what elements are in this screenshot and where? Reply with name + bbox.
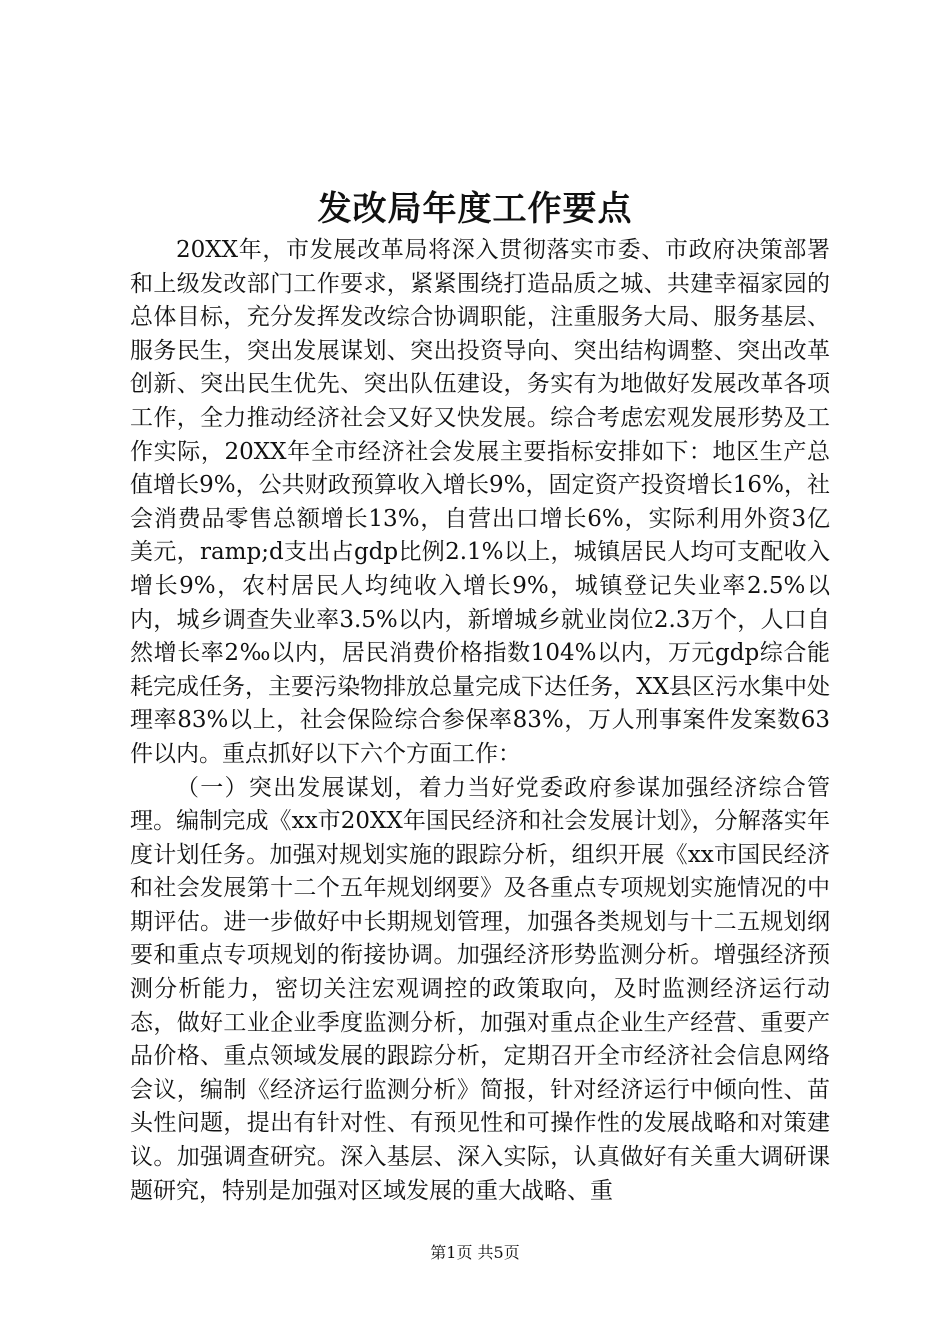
document-body [130, 234, 830, 1208]
document-title: 发改局年度工作要点 [317, 189, 633, 229]
paragraph-section-1: （一）突出发展谋划，着力当好党委政府参谋加强经济综合管理。编制完成《xx市20XX年国民经济和社会发展计划》，分解落实年度计划任务。加强对规划实施的跟踪分析，组织开展《xx市国民经济和社会发展第十二个五年规划纲要》及各重点专项规划实施情况的中期评估。进一步做好中长期规划管理，加强各类规划与十二五规划纲要和重点专项规划的衔接协调。加强经济形势监测分析。增强经济预测分析能力，密切关注宏观调控的政策取向，及时监测经济运行动态，做好工业企业季度监测分析，加强对重点企业生产经营、重要产品价格、重点领域发展的跟踪分析，定期召开全市经济社会信息网络会议，编制《经济运行监测分析》简报，针对经济运行中倾向性、苗头性问题，提出有针对性、有预见性和可操作性的发展战略和对策建议。加强调查研究。深入基层、深入实际，认真做好有关重大调研课题研究，特别是加强对区域发展的重大战略、重 [130, 774, 830, 1204]
paragraph-intro: 20XX年，市发展改革局将深入贯彻落实市委、市政府决策部署和上级发改部门工作要求，紧紧围绕打造品质之城、共建幸福家园的总体目标，充分发挥发改综合协调职能，注重服务大局、服务基层、服务民生，突出发展谋划、突出投资导向、突出结构调整、突出改革创新、突出民生优先、突出队伍建设，务实有为地做好发展改革各项工作，全力推动经济社会又好又快发展。综合考虑宏观发展形势及工作实际，20XX年全市经济社会发展主要指标安排如下：地区生产总值增长9%，公共财政预算收入增长9%，固定资产投资增长16%，社会消费品零售总额增长13%，自营出口增长6%，实际利用外资3亿美元，ramp;d支出占gdp比例2.1%以上，城镇居民人均可支配收入增长9%，农村居民人均纯收入增长9%，城镇登记失业率2.5%以内，城乡调查失业率3.5%以内，新增城乡就业岗位2.3万个，人口自然增长率2‰以内，居民消费价格指数104%以内，万元gdp综合能耗完成任务，主要污染物排放总量完成下达任务，XX县区污水集中处理率83%以上，社会保险综合参保率83%，万人刑事案件发案数63件以内。重点抓好以下六个方面工作： [130, 237, 830, 767]
page-number: 第1页 共5页 [430, 1243, 520, 1262]
